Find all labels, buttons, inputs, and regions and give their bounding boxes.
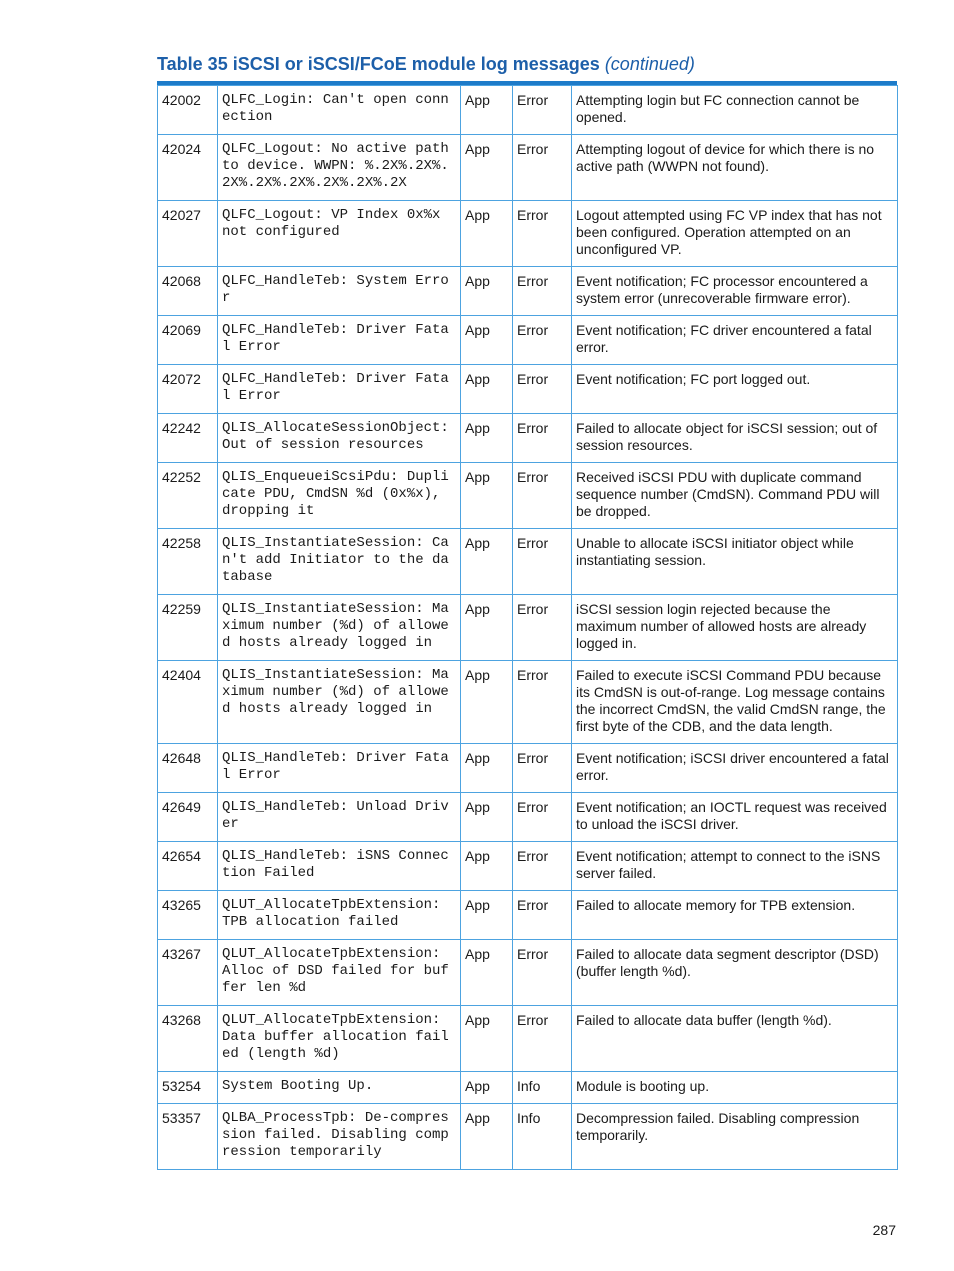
message-description: iSCSI session login rejected because the maximum number of allowed hosts are already logged in. xyxy=(572,595,898,661)
message-text: QLIS_InstantiateSession: Maximum number (%d) of allowed hosts already logged in xyxy=(218,661,461,744)
message-id: 43267 xyxy=(158,940,218,1006)
table-row xyxy=(158,86,898,135)
message-text: QLIS_InstantiateSession: Maximum number (%d) of allowed hosts already logged in xyxy=(218,595,461,661)
page-number: 287 xyxy=(872,1222,896,1238)
message-type: App xyxy=(461,940,513,1006)
table-title-continued: (continued) xyxy=(604,54,695,74)
table-row xyxy=(158,414,898,463)
message-severity: Info xyxy=(513,1072,572,1104)
message-text: QLUT_AllocateTpbExtension: TPB allocation failed xyxy=(218,891,461,940)
message-text: QLFC_Logout: VP Index 0x%x not configured xyxy=(218,201,461,267)
message-text: QLUT_AllocateTpbExtension: Alloc of DSD failed for buffer len %d xyxy=(218,940,461,1006)
table-row xyxy=(158,135,898,201)
message-description: Event notification; FC driver encountered a fatal error. xyxy=(572,316,898,365)
message-severity: Error xyxy=(513,463,572,529)
message-id: 53357 xyxy=(158,1104,218,1170)
table-row xyxy=(158,793,898,842)
message-type: App xyxy=(461,201,513,267)
message-text: QLIS_HandleTeb: iSNS Connection Failed xyxy=(218,842,461,891)
message-id: 42404 xyxy=(158,661,218,744)
message-text: QLFC_Login: Can't open connection xyxy=(218,86,461,135)
message-description: Module is booting up. xyxy=(572,1072,898,1104)
table-row xyxy=(158,365,898,414)
message-text: QLIS_HandleTeb: Driver Fatal Error xyxy=(218,744,461,793)
message-id: 42242 xyxy=(158,414,218,463)
message-id: 42258 xyxy=(158,529,218,595)
table-row xyxy=(158,891,898,940)
message-type: App xyxy=(461,1072,513,1104)
table-row xyxy=(158,1104,898,1170)
message-text: QLFC_HandleTeb: Driver Fatal Error xyxy=(218,365,461,414)
message-type: App xyxy=(461,891,513,940)
message-type: App xyxy=(461,793,513,842)
table-row xyxy=(158,463,898,529)
table-row xyxy=(158,316,898,365)
table-row xyxy=(158,1006,898,1072)
message-type: App xyxy=(461,661,513,744)
message-severity: Error xyxy=(513,316,572,365)
message-severity: Error xyxy=(513,595,572,661)
message-severity: Error xyxy=(513,842,572,891)
message-description: Event notification; iSCSI driver encountered a fatal error. xyxy=(572,744,898,793)
message-description: Failed to allocate data segment descriptor (DSD) (buffer length %d). xyxy=(572,940,898,1006)
message-type: App xyxy=(461,86,513,135)
message-description: Received iSCSI PDU with duplicate command sequence number (CmdSN). Command PDU will be dropped. xyxy=(572,463,898,529)
message-description: Event notification; FC processor encountered a system error (unrecoverable firmware error). xyxy=(572,267,898,316)
message-id: 42027 xyxy=(158,201,218,267)
message-severity: Error xyxy=(513,940,572,1006)
table-title-main: Table 35 iSCSI or iSCSI/FCoE module log messages xyxy=(157,54,600,74)
message-severity: Info xyxy=(513,1104,572,1170)
message-text: QLFC_HandleTeb: Driver Fatal Error xyxy=(218,316,461,365)
message-severity: Error xyxy=(513,891,572,940)
table-row xyxy=(158,529,898,595)
message-description: Attempting login but FC connection cannot be opened. xyxy=(572,86,898,135)
message-id: 43268 xyxy=(158,1006,218,1072)
message-severity: Error xyxy=(513,135,572,201)
message-text: QLFC_HandleTeb: System Error xyxy=(218,267,461,316)
log-messages-table xyxy=(157,85,898,1170)
message-description: Decompression failed. Disabling compression temporarily. xyxy=(572,1104,898,1170)
message-id: 53254 xyxy=(158,1072,218,1104)
table-row xyxy=(158,744,898,793)
message-type: App xyxy=(461,414,513,463)
message-type: App xyxy=(461,267,513,316)
message-id: 42649 xyxy=(158,793,218,842)
message-description: Failed to allocate memory for TPB extension. xyxy=(572,891,898,940)
message-severity: Error xyxy=(513,1006,572,1072)
message-severity: Error xyxy=(513,744,572,793)
message-type: App xyxy=(461,842,513,891)
message-text: System Booting Up. xyxy=(218,1072,461,1104)
message-id: 42002 xyxy=(158,86,218,135)
message-description: Failed to allocate data buffer (length %d). xyxy=(572,1006,898,1072)
message-type: App xyxy=(461,365,513,414)
message-id: 42252 xyxy=(158,463,218,529)
table-row xyxy=(158,595,898,661)
message-severity: Error xyxy=(513,365,572,414)
message-type: App xyxy=(461,463,513,529)
message-type: App xyxy=(461,316,513,365)
message-text: QLUT_AllocateTpbExtension: Data buffer allocation failed (length %d) xyxy=(218,1006,461,1072)
message-type: App xyxy=(461,744,513,793)
message-id: 42654 xyxy=(158,842,218,891)
message-type: App xyxy=(461,529,513,595)
message-severity: Error xyxy=(513,267,572,316)
message-id: 42024 xyxy=(158,135,218,201)
message-type: App xyxy=(461,1006,513,1072)
table-row xyxy=(158,661,898,744)
table-title xyxy=(157,54,897,75)
message-description: Failed to execute iSCSI Command PDU because its CmdSN is out-of-range. Log message contains the incorrect CmdSN, the valid CmdSN range, the first byte of the CDB, and the data length. xyxy=(572,661,898,744)
message-type: App xyxy=(461,135,513,201)
message-description: Failed to allocate object for iSCSI session; out of session resources. xyxy=(572,414,898,463)
message-text: QLIS_AllocateSessionObject: Out of session resources xyxy=(218,414,461,463)
message-type: App xyxy=(461,595,513,661)
message-id: 42648 xyxy=(158,744,218,793)
message-text: QLIS_EnqueueiScsiPdu: Duplicate PDU, CmdSN %d (0x%x), dropping it xyxy=(218,463,461,529)
message-severity: Error xyxy=(513,661,572,744)
message-id: 43265 xyxy=(158,891,218,940)
message-severity: Error xyxy=(513,793,572,842)
message-id: 42068 xyxy=(158,267,218,316)
table-row xyxy=(158,267,898,316)
message-severity: Error xyxy=(513,86,572,135)
message-description: Event notification; FC port logged out. xyxy=(572,365,898,414)
table-row xyxy=(158,940,898,1006)
message-id: 42072 xyxy=(158,365,218,414)
message-severity: Error xyxy=(513,414,572,463)
message-description: Attempting logout of device for which there is no active path (WWPN not found). xyxy=(572,135,898,201)
message-description: Logout attempted using FC VP index that has not been configured. Operation attempted on an unconfigured VP. xyxy=(572,201,898,267)
message-description: Event notification; an IOCTL request was received to unload the iSCSI driver. xyxy=(572,793,898,842)
message-text: QLBA_ProcessTpb: De-compression failed. Disabling compression temporarily xyxy=(218,1104,461,1170)
message-text: QLFC_Logout: No active path to device. WWPN: %.2X%.2X%.2X%.2X%.2X%.2X%.2X%.2X xyxy=(218,135,461,201)
message-id: 42259 xyxy=(158,595,218,661)
log-table-body xyxy=(158,86,898,1170)
message-severity: Error xyxy=(513,201,572,267)
message-type: App xyxy=(461,1104,513,1170)
message-description: Unable to allocate iSCSI initiator object while instantiating session. xyxy=(572,529,898,595)
table-row xyxy=(158,1072,898,1104)
table-row xyxy=(158,842,898,891)
table-row xyxy=(158,201,898,267)
message-text: QLIS_HandleTeb: Unload Driver xyxy=(218,793,461,842)
message-id: 42069 xyxy=(158,316,218,365)
message-text: QLIS_InstantiateSession: Can't add Initiator to the database xyxy=(218,529,461,595)
message-severity: Error xyxy=(513,529,572,595)
message-description: Event notification; attempt to connect to the iSNS server failed. xyxy=(572,842,898,891)
